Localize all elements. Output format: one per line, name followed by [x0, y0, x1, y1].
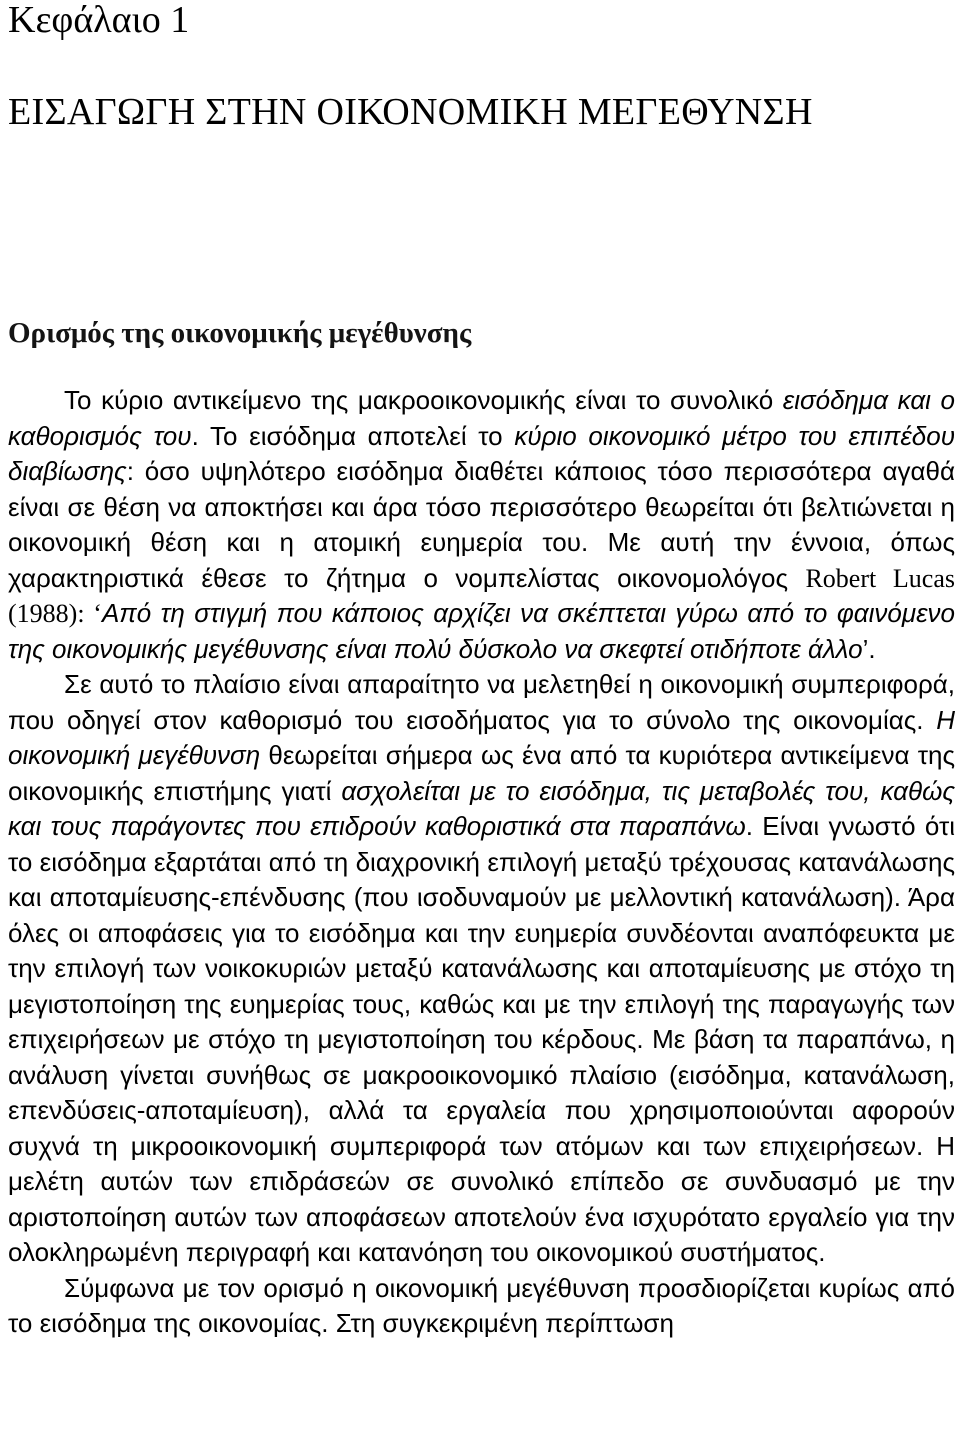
italic-text-run: ασχολείται με το εισόδημα, τις μεταβολές του, καθώς και τους παράγοντες που επιδρούν καθοριστικά στα παραπάνω	[8, 775, 955, 841]
quotation-text-run: Από τη στιγμή που κάποιος αρχίζει να σκέπτεται γύρω από το φαινόμενο της οικονομικής μεγέθυνσης είναι πολύ δύσκολο να σκεφτεί οτιδήποτε άλλο	[8, 598, 955, 664]
text-run: : όσο υψηλότερο εισόδημα διαθέτει κάποιος τόσο περισσότερα αγαθά είναι σε θέση να αποκτήσει και άρα τόσο περισσότερο θεωρείται ότι βελτιώνεται η οικονομική θέση και η ατομική ευημερία του. Με αυτή την έννοια, όπως χαρακτηριστικά έθεσε το ζήτημα ο νομπελίστας οικονομολόγος	[8, 456, 955, 593]
body-text	[8, 383, 955, 1342]
paragraph	[8, 1271, 955, 1342]
text-run: ’.	[862, 633, 876, 664]
italic-text-run: κύριο οικονομικό μέτρο του επιπέδου διαβίωσης	[8, 420, 956, 486]
section-heading: Ορισμός της οικονομικής μεγέθυνσης	[8, 317, 472, 349]
text-run: Σύμφωνα με τον ορισμό η οικονομική μεγέθυνση προσδιορίζεται κυρίως από το εισόδημα της οικονομίας. Στη συγκεκριμένη περίπτωση	[8, 1272, 955, 1338]
italic-text-run: Η οικονομική μεγέθυνση	[8, 704, 955, 770]
text-run: Σε αυτό το πλαίσιο είναι απαραίτητο να μελετηθεί η οικονομική συμπεριφορά, που οδηγεί στον καθορισμό του εισοδήματος για το σύνολο της οικονομίας.	[8, 669, 955, 735]
chapter-title: ΕΙΣΑΓΩΓΗ ΣΤΗΝ ΟΙΚΟΝΟΜΙΚΗ ΜΕΓΕΘΥΝΣΗ	[8, 91, 813, 133]
paragraph	[8, 383, 955, 667]
text-run: Το κύριο αντικείμενο της μακροοικονομικής είναι το συνολικό	[64, 385, 783, 415]
text-run: . Είναι γνωστό ότι το εισόδημα εξαρτάται από τη διαχρονική επιλογή μεταξύ τρέχουσας κατανάλωσης και αποταμίευσης-επένδυσης (που ισοδυναμούν με μελλοντική κατανάλωση). Άρα όλες οι αποφάσεις για το εισόδημα και την ευημερία συνδέονται αναπόφευκτα με την επιλογή των νοικοκυριών μεταξύ κατανάλωσης και αποταμίευσης με στόχο τη μεγιστοποίηση της ευημερίας τους, καθώς και με την επιλογή της παραγωγής των επιχειρήσεων με στόχο τη μεγιστοποίηση του κέρδους. Με βάση τα παραπάνω, η ανάλυση γίνεται συνήθως σε μακροοικονομικό πλαίσιο (εισόδημα, κατανάλωση, επενδύσεις-αποταμίευση), αλλά τα εργαλεία που χρησιμοποιούνται αφορούν συχνά τη μικροοικονομική συμπεριφορά των ατόμων και των επιχειρήσεων. Η μελέτη αυτών των επιδράσεών σε συνολικό επίπεδο σε συνδυασμό με την αριστοποίηση αυτών των αποφάσεων αποτελούν ένα ισχυρότατο εργαλείο για την ολοκληρωμένη περιγραφή και κατανόηση του οικονομικού συστήματος.	[8, 811, 955, 1267]
text-run: . Το εισόδημα αποτελεί το	[191, 420, 515, 451]
chapter-label: Κεφάλαιο 1	[8, 0, 190, 41]
italic-text-run: εισόδημα και ο καθορισμός του	[8, 385, 955, 451]
paragraph	[8, 667, 955, 1271]
text-run: θεωρείται σήμερα ως ένα από τα κυριότερα αντικείμενα της οικονομικής επιστήμης γιατί	[8, 740, 955, 806]
citation-text-run: Robert Lucas (1988): ‘	[8, 563, 956, 628]
